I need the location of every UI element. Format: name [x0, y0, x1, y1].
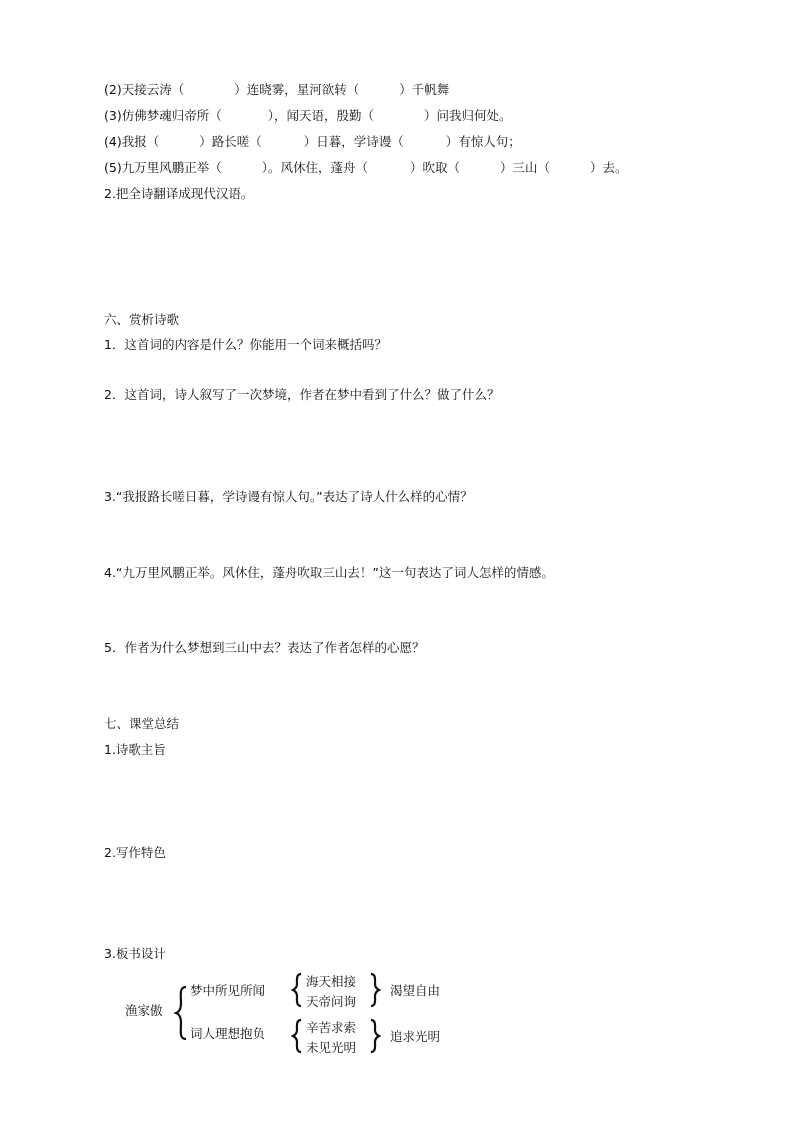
- board-branch-1: 梦中所见所闻: [190, 983, 266, 998]
- right-brace-icon: [369, 1018, 381, 1054]
- summary-board-design: 3.板书设计: [104, 946, 166, 961]
- section-heading-appreciation: 六、赏析诗歌: [104, 312, 180, 327]
- board-result-2: 追求光明: [390, 1029, 441, 1044]
- fill-blank-item-3: (3)仿佛梦魂归帝所（ ），闻天语，殷勤（ ）问我归何处。: [104, 108, 512, 123]
- fill-blank-item-5: (5)九万里风鹏正举（ ）。风休住，蓬舟（ ）吹取（ ）三山（ ）去。: [104, 160, 628, 175]
- summary-theme: 1.诗歌主旨: [104, 742, 166, 757]
- summary-writing-features: 2.写作特色: [104, 845, 166, 860]
- right-brace-icon: [369, 972, 381, 1008]
- left-brace-icon: [291, 972, 303, 1008]
- board-result-1: 渴望自由: [390, 983, 441, 998]
- question-5: 5．作者为什么梦想到三山中去？表达了作者怎样的心愿？: [104, 640, 425, 655]
- fill-blank-item-4: (4)我报（ ）路长嗟（ ）日暮，学诗谩（ ）有惊人句；: [104, 134, 521, 149]
- board-leaf-2-1: 辛苦求索: [306, 1020, 357, 1035]
- fill-blank-item-2: (2)天接云涛（ ）连晓雾，星河欲转（ ）千帆舞: [104, 82, 450, 97]
- left-brace-icon: [174, 985, 188, 1041]
- board-branch-2: 词人理想抱负: [190, 1026, 266, 1041]
- section-heading-summary: 七、课堂总结: [104, 716, 180, 731]
- translate-task: 2.把全诗翻译成现代汉语。: [104, 186, 254, 201]
- board-leaf-2-2: 未见光明: [306, 1040, 357, 1055]
- question-2: 2．这首词，诗人叙写了一次梦境，作者在梦中看到了什么？做了什么？: [104, 387, 500, 402]
- question-4: 4.“九万里风鹏正举。风休住，蓬舟吹取三山去！”这一句表达了词人怎样的情感。: [104, 565, 554, 580]
- question-3: 3.“我报路长嗟日暮，学诗谩有惊人句。”表达了诗人什么样的心情？: [104, 489, 473, 504]
- left-brace-icon: [291, 1018, 303, 1054]
- board-leaf-1-1: 海天相接: [306, 974, 357, 989]
- board-root: 渔家傲: [125, 1003, 163, 1018]
- board-leaf-1-2: 天帝问询: [306, 994, 357, 1009]
- question-1: 1．这首词的内容是什么？你能用一个词来概括吗？: [104, 337, 387, 352]
